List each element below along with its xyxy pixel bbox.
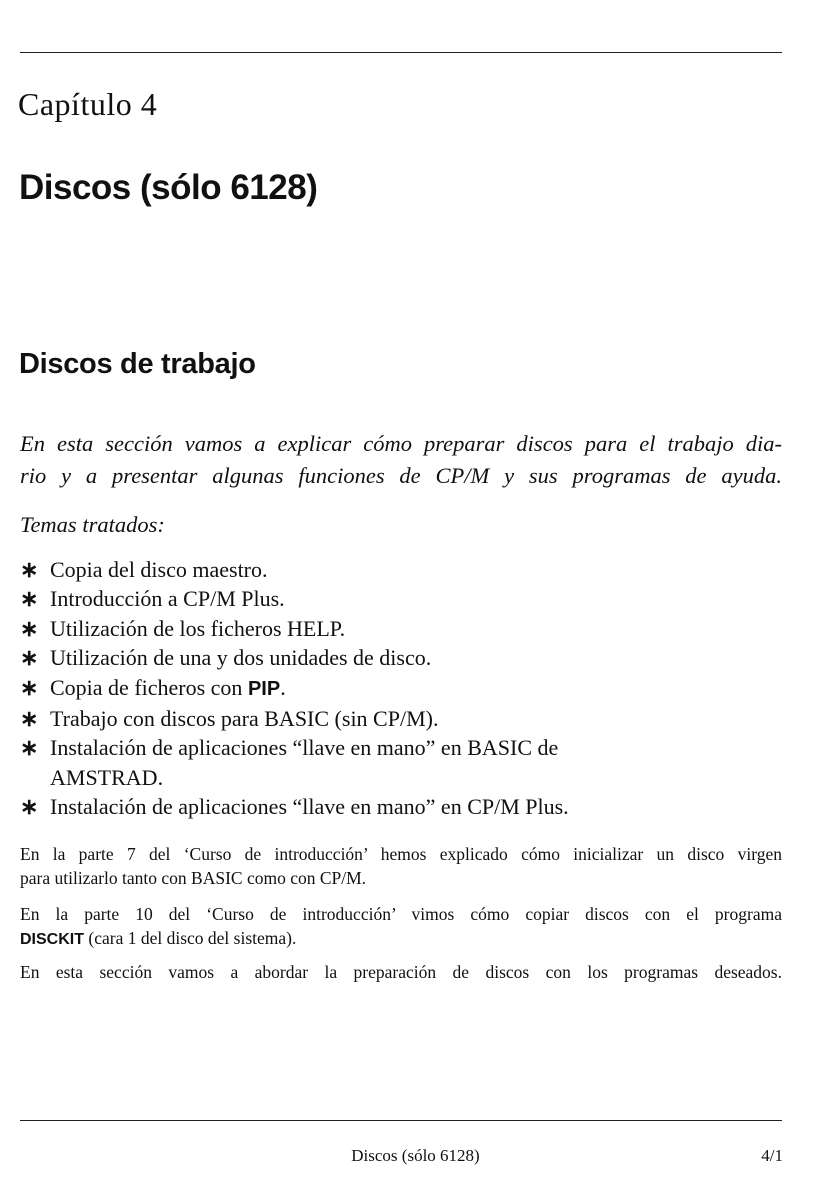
bullet-star-icon: ∗ xyxy=(20,794,39,820)
paragraph-line: En esta sección vamos a abordar la preparación de discos con los programas deseados. xyxy=(20,962,782,982)
topic-text: Utilización de una y dos unidades de disco. xyxy=(50,645,432,671)
chapter-label: Capítulo 4 xyxy=(18,86,158,122)
section-intro xyxy=(20,428,782,492)
bottom-rule xyxy=(20,1120,782,1121)
body-paragraph-1 xyxy=(20,842,782,890)
topics-label: Temas tratados: xyxy=(20,512,165,537)
topic-text-continued: AMSTRAD. xyxy=(50,764,164,790)
topics-list xyxy=(20,555,569,822)
list-item xyxy=(20,614,569,643)
paragraph-line: para utilizarlo tanto con BASIC como con CP/M. xyxy=(20,868,367,888)
footer-running-title: Discos (sólo 6128) xyxy=(351,1146,480,1165)
chapter-title: Discos (sólo 6128) xyxy=(19,168,318,207)
list-item xyxy=(20,673,569,704)
topic-text: Copia del disco maestro. xyxy=(50,557,268,582)
program-name-pip: PIP xyxy=(247,677,281,700)
bullet-star-icon: ∗ xyxy=(20,674,39,700)
top-rule xyxy=(20,52,782,53)
topic-text: Copia de ficheros con xyxy=(50,674,243,700)
body-paragraph-3 xyxy=(20,960,782,984)
list-item xyxy=(20,792,569,821)
bullet-star-icon: ∗ xyxy=(20,645,39,671)
paragraph-line: En la parte 10 del ‘Curso de introducción’ vimos cómo copiar discos con el programa xyxy=(20,904,782,924)
program-name-disckit: DISCKIT xyxy=(20,931,84,948)
paragraph-line xyxy=(20,926,782,952)
section-title: Discos de trabajo xyxy=(19,348,256,380)
topic-end: . xyxy=(280,674,286,700)
paragraph-line-rest: (cara 1 del disco del sistema). xyxy=(84,928,297,948)
bullet-star-icon: ∗ xyxy=(20,586,39,612)
list-item xyxy=(20,555,569,584)
intro-line-2: rio y a presentar algunas funciones de CP/M y sus programas de ayuda. xyxy=(20,463,782,488)
bullet-star-icon: ∗ xyxy=(20,706,39,732)
topic-text: Instalación de aplicaciones “llave en mano” en BASIC de xyxy=(50,735,559,761)
topic-text: Trabajo con discos para BASIC (sin CP/M). xyxy=(50,706,439,732)
list-item xyxy=(20,733,569,792)
paragraph-line: En la parte 7 del ‘Curso de introducción’ hemos explicado cómo inicializar un disco virgen xyxy=(20,844,782,864)
list-item xyxy=(20,584,569,613)
bullet-star-icon: ∗ xyxy=(20,615,39,641)
list-item xyxy=(20,704,569,733)
bullet-star-icon: ∗ xyxy=(20,735,39,761)
topic-text: Introducción a CP/M Plus. xyxy=(50,586,285,612)
intro-line-1: En esta sección vamos a explicar cómo preparar discos para el trabajo dia- xyxy=(20,431,782,456)
body-paragraph-2 xyxy=(20,902,782,952)
footer-page-number: 4/1 xyxy=(761,1146,783,1165)
topic-text: Utilización de los ficheros HELP. xyxy=(50,615,346,641)
topic-text: Instalación de aplicaciones “llave en mano” en CP/M Plus. xyxy=(50,794,569,820)
list-item xyxy=(20,643,569,672)
bullet-star-icon: ∗ xyxy=(20,557,39,582)
